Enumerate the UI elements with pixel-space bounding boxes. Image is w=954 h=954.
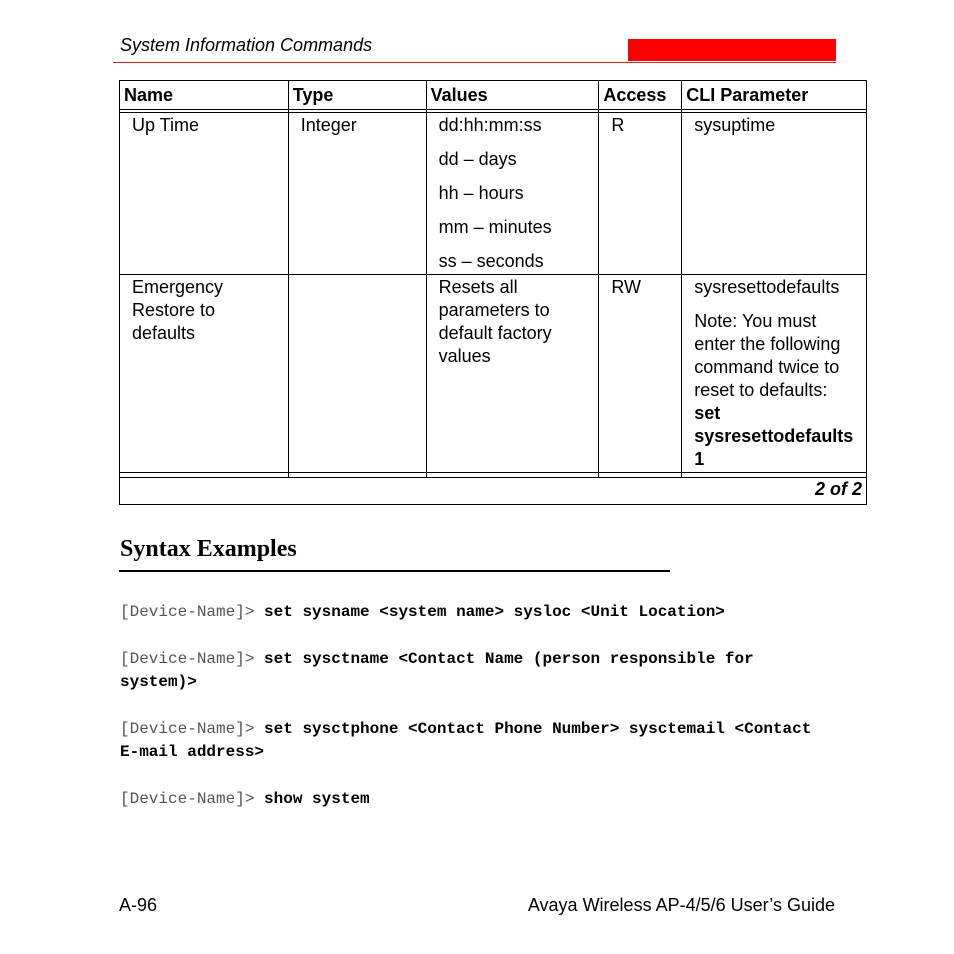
cli-parameter-value: sysresettodefaults [694,277,840,297]
cli-note: Note: You must enter the following command twice to reset to defaults: [694,311,841,400]
example-line [120,648,840,694]
header-title: System Information Commands [120,35,373,55]
table-header-row [119,80,867,110]
value-line: ss – seconds [438,251,544,271]
table-footer-row [119,478,867,505]
row-cli-parameter: sysuptime [682,113,867,274]
page-number: A-96 [119,895,158,915]
cli-command: set sysresettodefaults 1 [694,403,854,469]
example-command: set sysctname <Contact Name (person responsible for system)> [120,650,754,691]
example-prompt: [Device-Name]> [120,603,255,621]
row-values: Resets all parameters to default factory values [427,275,600,472]
section-title: Syntax Examples [120,536,297,562]
column-header-access: Access [599,81,682,109]
row-name: Up Time [120,113,289,274]
row-cli-parameter [682,275,867,472]
example-prompt: [Device-Name]> [120,790,255,808]
column-header-cli-parameter: CLI Parameter [682,81,867,109]
example-command: show system [264,790,370,808]
example-command: set sysname <system name> sysloc <Unit Location> [264,603,725,621]
parameter-table [119,80,867,505]
example-prompt: [Device-Name]> [120,720,255,738]
example-line [120,788,840,811]
column-header-type: Type [289,81,427,109]
guide-title: Avaya Wireless AP-4/5/6 User’s Guide [527,895,835,915]
example-line [120,718,840,764]
header-rule [113,62,836,63]
value-line: dd:hh:mm:ss [438,115,542,135]
section-rule [119,570,670,572]
row-access: RW [599,275,682,472]
syntax-examples [120,601,840,835]
column-header-values: Values [427,81,600,109]
row-values [427,113,600,274]
row-type: Integer [289,113,427,274]
column-header-name: Name [120,81,289,109]
header-accent-bar [628,39,836,61]
value-line: dd – days [438,149,517,169]
row-type [289,275,427,472]
example-line [120,601,840,624]
example-command: set sysctphone <Contact Phone Number> sysctemail <Contact E-mail address> [120,720,812,761]
row-name: Emergency Restore to defaults [120,275,289,472]
table-row [119,113,867,275]
value-line: mm – minutes [438,217,552,237]
example-prompt: [Device-Name]> [120,650,255,668]
value-line: hh – hours [438,183,524,203]
table-page-count: 2 of 2 [814,479,862,499]
row-access: R [599,113,682,274]
table-row [119,275,867,473]
